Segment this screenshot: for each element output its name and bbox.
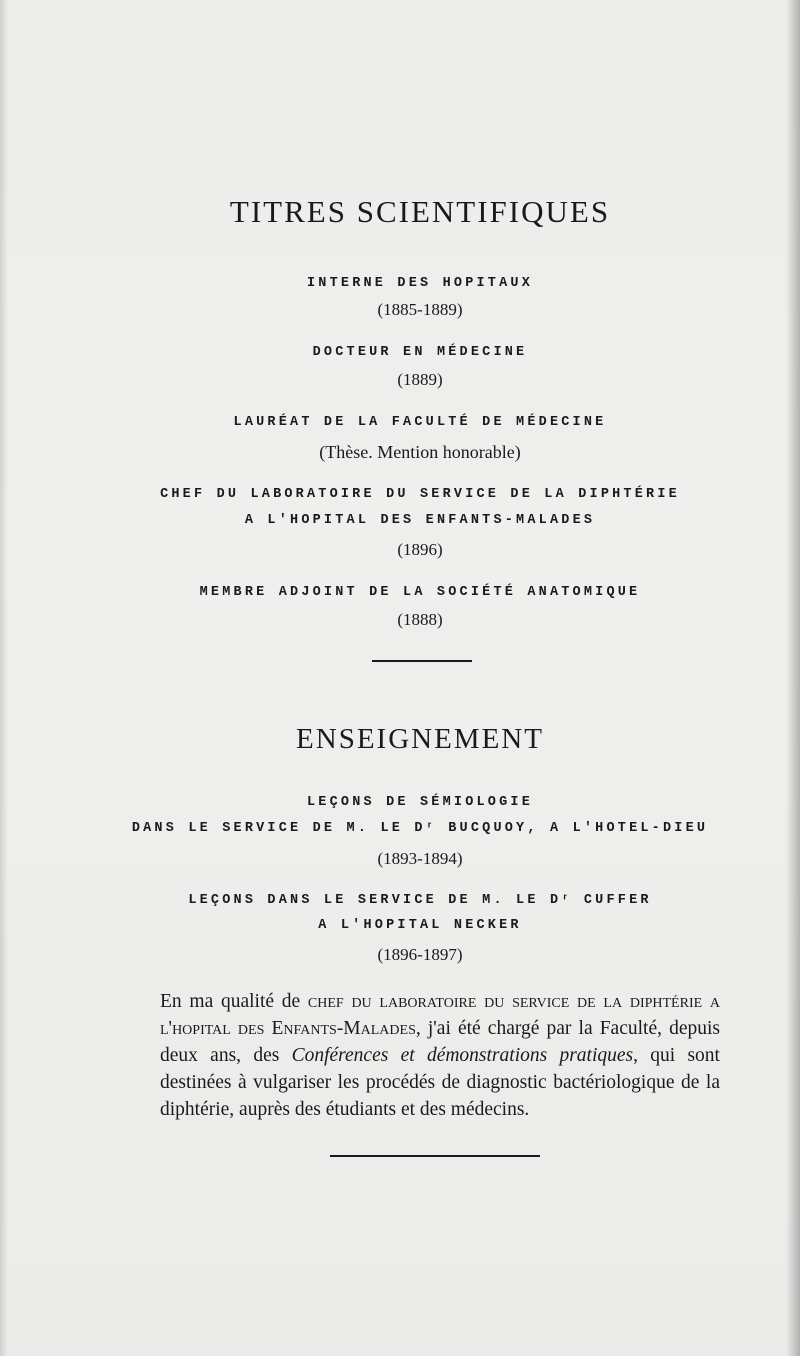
titre-years-membre: (1888) <box>397 610 443 629</box>
paragraph-text-2: , j'ai été chargé par la Faculté, depuis deux ans, des <box>160 1018 720 1066</box>
section-divider <box>372 660 472 662</box>
enseignement-item1-line2: DANS LE SERVICE DE M. LE Dʳ BUCQUOY, A L'HOTEL-DIEU <box>131 821 709 836</box>
paragraph-italic-1: Conférences et démonstrations pratiques <box>291 1045 634 1066</box>
titre-item-chef-line1: CHEF DU LABORATOIRE DU SERVICE DE LA DIPHTÉRIE <box>160 487 680 502</box>
titre-item-membre: MEMBRE ADJOINT DE LA SOCIÉTÉ ANATOMIQUE <box>199 585 641 600</box>
enseignement-item2-years: (1896-1897) <box>377 945 463 964</box>
enseignement-item1-years: (1893-1894) <box>377 849 463 868</box>
paragraph-text-3: , qui sont destinées à vulgariser les procédés de diagnostic bactériologique de la diphtérie, auprès des étudiants et des médecins. <box>160 1045 720 1120</box>
enseignement-item2-line1: LEÇONS DANS LE SERVICE DE M. LE Dʳ CUFFER <box>188 893 652 908</box>
end-divider <box>330 1155 540 1157</box>
titre-item-chef-line2: A L'HOPITAL DES ENFANTS-MALADES <box>244 513 596 528</box>
paragraph-text-1: En ma qualité de <box>160 991 308 1012</box>
enseignement-item2-line2: A L'HOPITAL NECKER <box>318 918 522 933</box>
titre-note-laureat: (Thèse. Mention honorable) <box>319 442 521 462</box>
titres-heading: TITRES SCIENTIFIQUES <box>229 194 611 229</box>
titre-years-interne: (1885-1889) <box>377 300 463 319</box>
enseignement-heading: ENSEIGNEMENT <box>296 723 544 755</box>
titre-years-docteur: (1889) <box>397 370 443 389</box>
titre-item-interne: INTERNE DES HOPITAUX <box>306 276 534 291</box>
enseignement-paragraph <box>160 988 720 1123</box>
titre-item-laureat: LAURÉAT DE LA FACULTÉ DE MÉDECINE <box>233 415 607 430</box>
titre-years-chef: (1896) <box>397 540 443 559</box>
paragraph-smallcaps-1: chef du laboratoire du service de la diphtérie a l'hopital des Enfants-Malades <box>160 991 721 1039</box>
enseignement-item1-line1: LEÇONS DE SÉMIOLOGIE <box>306 795 534 810</box>
titre-item-docteur: DOCTEUR EN MÉDECINE <box>312 345 528 360</box>
